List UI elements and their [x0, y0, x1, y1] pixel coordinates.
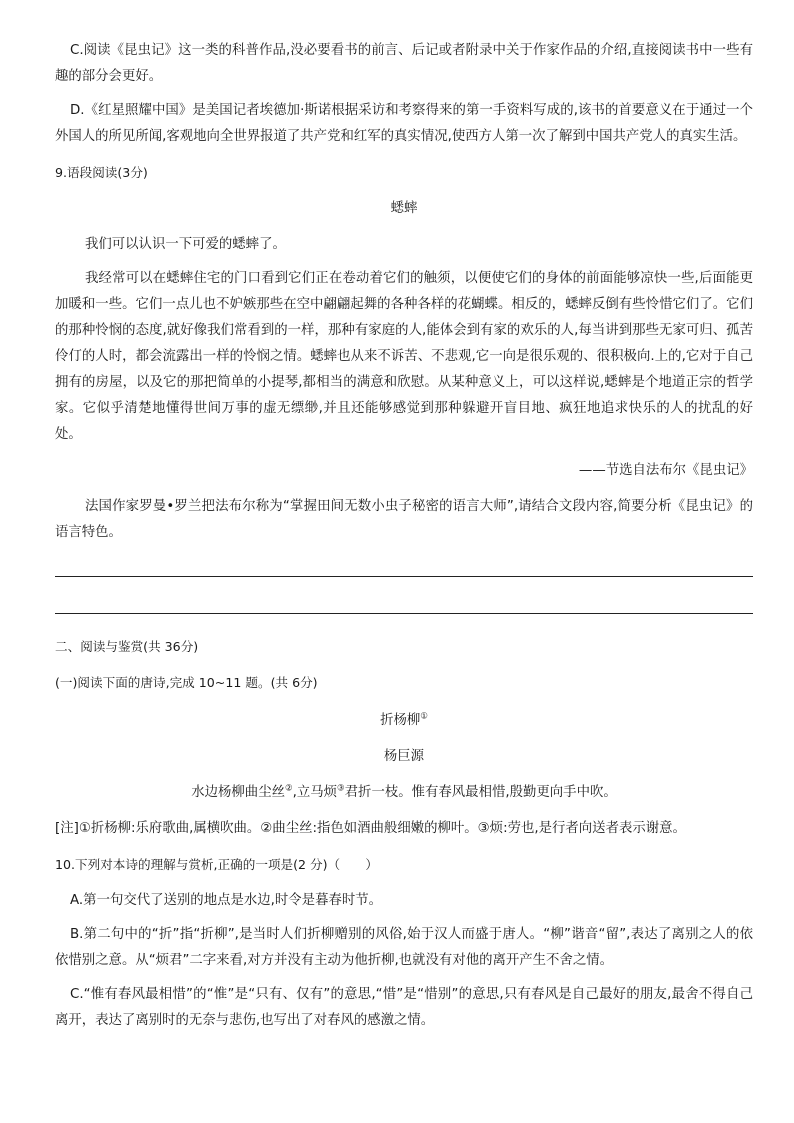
passage-title: 蟋蟀	[390, 201, 418, 216]
poem-author: 杨巨源	[383, 749, 425, 764]
q8-option-d: D.《红星照耀中国》是美国记者埃德加·斯诺根据采访和考察得来的第一手资料写成的,该书的首要意义在于通过一个外国人的所见所闻,客观地向全世界报道了共产党和红军的真实情况,使西方人第一次了解到中国共产党人的真实生活。	[55, 103, 753, 144]
answer-line-2[interactable]	[55, 613, 753, 614]
poem-note-2: ②	[284, 783, 293, 794]
exam-page	[55, 38, 753, 1034]
q10-option-c: C.“惟有春风最相惜”的“惟”是“只有、仅有”的意思,“惜”是“惜别”的意思,只有春风是自己最好的朋友,最舍不得自己离开，表达了离别时的无奈与悲伤,也写出了对春风的感激之情。	[55, 987, 753, 1028]
poem-notes: [注]①折杨柳:乐府歌曲,属横吹曲。②曲尘丝:指色如酒曲般细嫩的柳叶。③烦:劳也,是行者向送者表示谢意。	[55, 821, 686, 836]
poem-note-3: ③	[337, 783, 345, 794]
poem-title-note: ①	[420, 711, 428, 722]
q9-question: 法国作家罗曼•罗兰把法布尔称为“掌握田间无数小虫子秘密的语言大师”,请结合文段内容,简要分析《昆虫记》的语言特色。	[55, 499, 753, 540]
section2-heading: 二、阅读与鉴赏(共 36分)	[55, 639, 199, 654]
poem-title	[55, 708, 753, 734]
q10-stem: 10.下列对本诗的理解与赏析,正确的一项是(2 分)（ ）	[55, 857, 378, 872]
q10-option-b: B.第二句中的“折”指“折柳”,是当时人们折柳赠别的风俗,始于汉人而盛于唐人。“柳”谐音“留”,表达了离别之人的依依惜别之意。从“烦君”二字来看,对方并没有主动为他折柳,也就没有对他的离开产生不舍之情。	[55, 927, 753, 968]
poem-line-part-2: ,立马烦	[292, 785, 338, 800]
q9-heading: 9.语段阅读(3分)	[55, 165, 148, 180]
poem-line-part-1: 水边杨柳曲尘丝	[191, 785, 285, 800]
q8-option-c: C.阅读《昆虫记》这一类的科普作品,没必要看书的前言、后记或者附录中关于作家作品的介绍,直接阅读书中一些有趣的部分会更好。	[55, 43, 753, 84]
answer-line-1[interactable]	[55, 576, 753, 577]
passage-source: ——节选自法布尔《昆虫记》	[578, 463, 753, 478]
passage-paragraph-1: 我们可以认识一下可爱的蟋蟀了。	[85, 237, 286, 252]
poem-line	[55, 780, 753, 806]
section2-subheading: (一)阅读下面的唐诗,完成 10~11 题。(共 6分)	[55, 675, 318, 690]
q10-option-a: A.第一句交代了送别的地点是水边,时令是暮春时节。	[70, 893, 383, 908]
poem-line-part-3: 君折一枝。惟有春风最相惜,殷勤更向手中吹。	[344, 785, 617, 800]
passage-paragraph-2: 我经常可以在蟋蟀住宅的门口看到它们正在卷动着它们的触须，以便使它们的身体的前面能够凉快一些,后面能更加暖和一些。它们一点儿也不妒嫉那些在空中翩翩起舞的各种各样的花蝴蝶。相反的，蟋蟀反倒有些怜惜它们了。它们的那种怜悯的态度,就好像我们常看到的一样，那种有家庭的人,能体会到有家的欢乐的人,每当讲到那些无家可归、孤苦伶仃的人时，都会流露出一样的怜悯之情。蟋蟀也从来不诉苦、不悲观,它一向是很乐观的、很积极向.上的,它对于自己拥有的房屋，以及它的那把简单的小提琴,都相当的满意和欣慰。从某种意义上，可以这样说,蟋蟀是个地道正宗的哲学家。它似乎清楚地懂得世间万事的虚无缥缈,并且还能够感觉到那种躲避开盲目地、疯狂地追求快乐的人的扰乱的好处。	[55, 271, 753, 442]
poem-title-text: 折杨柳	[380, 713, 421, 728]
